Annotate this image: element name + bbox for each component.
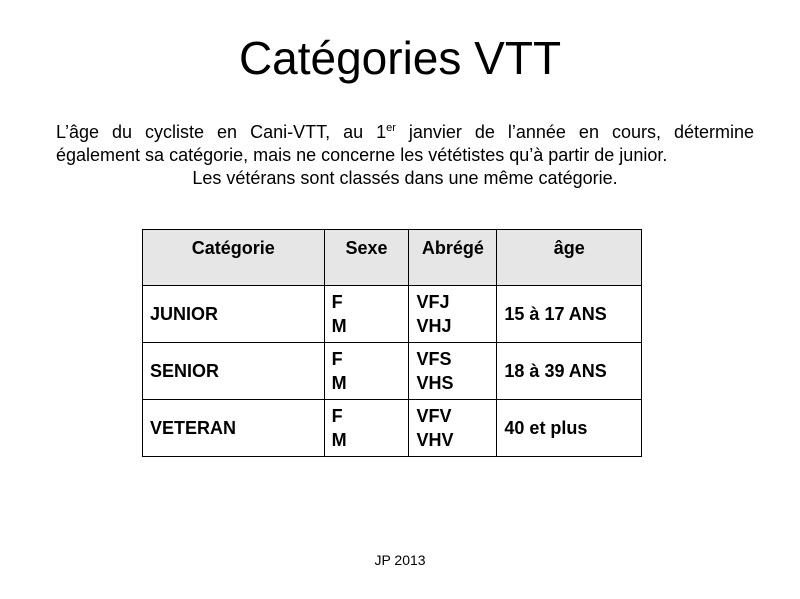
footer-credit: JP 2013 [374,552,426,568]
categories-table [142,229,642,457]
abrege-m: VHS [416,373,454,393]
cell-age: 15 à 17 ANS [497,286,642,343]
header-sexe: Sexe [324,230,409,286]
cell-sexe [324,400,409,457]
sexe-m: M [331,373,347,393]
intro-paragraph [56,121,754,190]
cell-abrege [409,343,497,400]
intro-line-3: Les vétérans sont classés dans une même catégorie. [192,168,618,188]
intro-line-1-start: L’âge du cycliste en Cani-VTT, au 1 [56,122,387,142]
page-title: Catégories VTT [238,32,562,84]
intro-line-1 [56,121,754,144]
cell-sexe [324,286,409,343]
table-row [143,343,642,400]
sexe-m: M [331,316,347,336]
table-header-row [143,230,642,286]
abrege-m: VHJ [416,316,452,336]
intro-line-2: également sa catégorie, mais ne concerne les vététistes qu’à partir de junior. [56,145,668,165]
cell-age: 40 et plus [497,400,642,457]
cell-categorie: SENIOR [143,343,325,400]
header-categorie: Catégorie [143,230,325,286]
sexe-f: F [331,349,343,369]
header-abrege: Abrégé [409,230,497,286]
table-row [143,286,642,343]
abrege-f: VFV [416,406,452,426]
abrege-f: VFS [416,349,452,369]
cell-abrege [409,286,497,343]
sexe-m: M [331,430,347,450]
cell-age: 18 à 39 ANS [497,343,642,400]
superscript-er: er [386,122,396,134]
header-age: âge [497,230,642,286]
abrege-f: VFJ [416,292,450,312]
cell-categorie: JUNIOR [143,286,325,343]
sexe-f: F [331,292,343,312]
cell-sexe [324,343,409,400]
abrege-m: VHV [416,430,454,450]
table-row [143,400,642,457]
cell-categorie: VETERAN [143,400,325,457]
cell-abrege [409,400,497,457]
sexe-f: F [331,406,343,426]
intro-line-1-end: janvier de l’année en cours, détermine [395,122,754,142]
